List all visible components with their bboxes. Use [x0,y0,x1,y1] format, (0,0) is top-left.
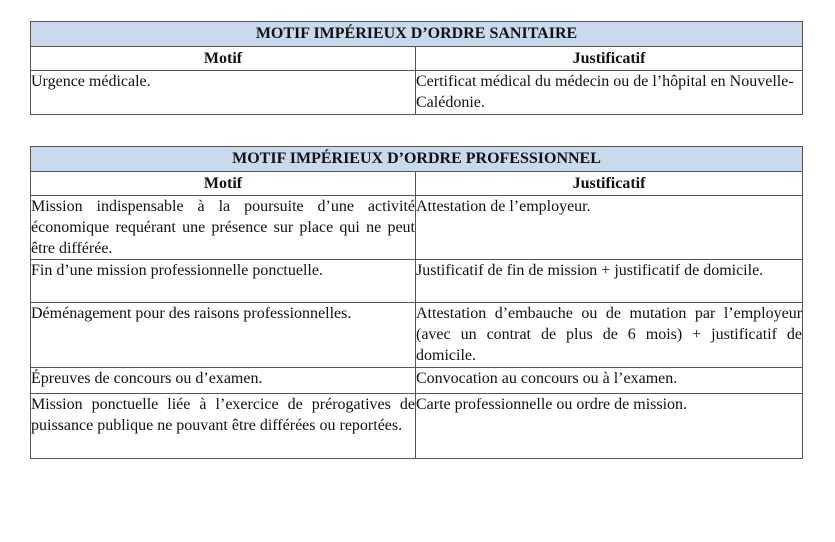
table-row [31,394,803,459]
table-row [31,71,803,115]
justificatif-cell: Attestation d’embauche ou de mutation par l’employeur (avec un contrat de plus de 6 mois) + justificatif de domicile. [416,303,803,368]
justificatif-cell: Carte professionnelle ou ordre de mission. [416,394,803,459]
table-row [31,303,803,368]
motif-cell: Urgence médicale. [31,71,416,115]
motif-cell: Fin d’une mission professionnelle ponctuelle. [31,260,416,303]
justificatif-cell: Justificatif de fin de mission + justificatif de domicile. [416,260,803,303]
motif-cell: Épreuves de concours ou d’examen. [31,368,416,394]
table-title-sanitaire: MOTIF IMPÉRIEUX D’ORDRE SANITAIRE [31,22,803,47]
column-header-motif: Motif [31,47,416,71]
column-header-justificatif: Justificatif [416,47,803,71]
table-row [31,260,803,303]
motif-cell: Mission ponctuelle liée à l’exercice de prérogatives de puissance publique ne pouvant être différées ou reportées. [31,394,416,459]
column-header-justificatif: Justificatif [416,172,803,196]
table-row [31,368,803,394]
justificatif-cell: Attestation de l’employeur. [416,196,803,260]
justificatif-cell: Certificat médical du médecin ou de l’hôpital en Nouvelle-Calédonie. [416,71,803,115]
column-header-motif: Motif [31,172,416,196]
table-motif-professionnel [30,146,803,459]
motif-cell: Déménagement pour des raisons professionnelles. [31,303,416,368]
justificatif-cell: Convocation au concours ou à l’examen. [416,368,803,394]
table-motif-sanitaire [30,21,803,115]
table-row [31,196,803,260]
motif-cell: Mission indispensable à la poursuite d’une activité économique requérant une présence sur place qui ne peut être différée. [31,196,416,260]
table-title-professionnel: MOTIF IMPÉRIEUX D’ORDRE PROFESSIONNEL [31,147,803,172]
